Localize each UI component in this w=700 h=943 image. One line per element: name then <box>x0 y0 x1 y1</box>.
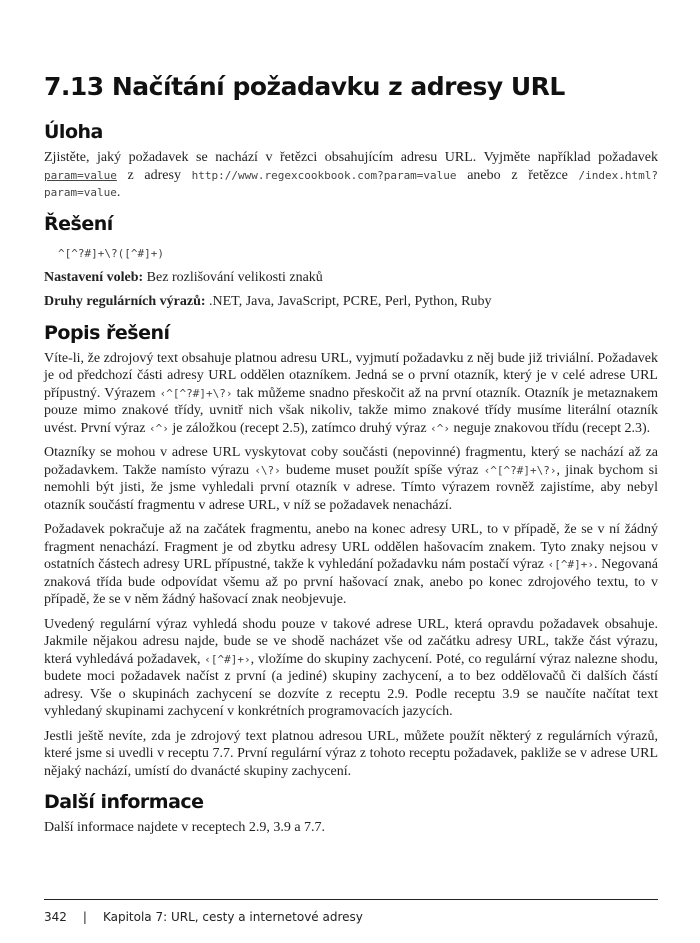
inline-code: ‹^› <box>148 421 169 435</box>
text-run: neguje znakovou třídu (recept 2.3). <box>449 420 651 436</box>
text-run: , vložíme do skupiny zachycení. Poté, co regulární výraz nalezne shodu, budete moci požadavek načíst z první (a jediné) skupiny zachycení, a to bez oddělovačů či dalších částí adresy. Vše o skupinách zachycení se dozvíte z receptu 2.9. Podle receptu 3.9 se naučíte načítat text vyhledaný skupinami zachycení v konkrétních programovacích jazycích. <box>44 651 658 719</box>
page-number: 342 <box>44 910 67 924</box>
options-value: Bez rozlišování velikosti znaků <box>143 269 323 285</box>
flavors-line <box>44 293 658 311</box>
inline-code: ‹^[^?#]+\?› <box>159 386 233 400</box>
page-footer <box>44 910 658 925</box>
discussion-heading: Popis řešení <box>44 321 170 344</box>
text-run: . Negovaná znaková třída bude odpovídat všemu až po první hašovací znak, anebo po konec zdrojového textu, to v případě, že se v něm žádný hašovací znak neobjevuje. <box>44 557 658 607</box>
inline-code: param=value <box>44 168 117 182</box>
footer-area <box>44 879 658 925</box>
see-also-text: Další informace najdete v receptech 2.9, 3.9 a 7.7. <box>44 820 326 835</box>
text-run: anebo z řetězce <box>456 167 579 183</box>
text-run: Víte-li, že zdrojový text obsahuje platnou adresu URL, vyjmutí požadavku z něj bude již triviální. Požadavek je od předchozí části adresy URL oddělen otazníkem. Jedná se o první otazník, který je v celé adrese URL přípustný. Výrazem <box>44 350 658 401</box>
text-run: budeme muset použít spíše výraz <box>280 462 484 478</box>
inline-code: ‹[^#]+› <box>204 652 251 666</box>
inline-code: ‹\?› <box>254 463 281 477</box>
discussion-paragraph <box>44 521 658 609</box>
text-run: je záložkou (recept 2.5), zatímco druhý výraz <box>168 420 431 436</box>
page-title: 7.13 Načítání požadavku z adresy URL <box>44 72 565 101</box>
options-line <box>44 269 658 287</box>
discussion-body <box>44 350 658 781</box>
footer-rule <box>44 899 658 900</box>
flavors-label: Druhy regulárních výrazů: <box>44 294 206 309</box>
discussion-paragraph <box>44 616 658 721</box>
inline-code: ‹^[^?#]+\?› <box>483 463 557 477</box>
discussion-paragraph <box>44 444 658 514</box>
solution-regex: ^[^?#]+\?([^#]+) <box>58 246 164 260</box>
see-also-heading: Další informace <box>44 791 204 813</box>
chapter-title: Kapitola 7: URL, cesty a internetové adresy <box>102 910 363 924</box>
inline-code: ‹[^#]+› <box>547 558 594 571</box>
task-heading: Úloha <box>44 121 103 143</box>
solution-heading: Řešení <box>44 212 113 235</box>
text-run: , jinak bychom si nemohli být jisti, že jsme vyhledali první otazník v adrese. Tímto výrazem rovněž zajistíme, aby nebyl otazník součástí fragmentu v adrese URL, v níž se požadavek nenachází. <box>44 462 658 513</box>
text-run: Požadavek pokračuje až na začátek fragmentu, anebo na konec adresy URL, to v případě, že se v ní žádný fragment nenachází. Fragment je od zbytku adresy URL oddělen hašovacím znakem. Tyto znaky nejsou v ostatních částech adresy URL přípustné, takže k vyhledání požadavku nám postačí výraz <box>44 522 658 572</box>
inline-code: ‹^› <box>430 421 450 435</box>
text-run: z adresy <box>116 167 192 183</box>
options-label: Nastavení voleb: <box>44 269 144 285</box>
discussion-paragraph <box>44 350 658 438</box>
task-paragraph <box>44 149 658 202</box>
flavors-value: .NET, Java, JavaScript, PCRE, Perl, Python, Ruby <box>205 294 492 309</box>
inline-code: /index.html?param=value <box>44 168 658 199</box>
text-run: tak můžeme snadno přeskočit až na první otazník. Otazník je metaznakem pouze mimo znakové třídy, uvnitř nich však nikoliv, takže mimo znakové třídy musíme literální otazník uvést. První výraz <box>44 385 658 436</box>
discussion-paragraph <box>44 728 658 781</box>
text-run: . <box>116 185 121 200</box>
footer-separator: | <box>82 910 87 924</box>
inline-code: http://www.regexcookbook.com?param=value <box>191 168 457 182</box>
text-run: Zjistěte, jaký požadavek se nachází v řetězci obsahujícím adresu URL. Vyjměte například požadavek <box>44 150 658 165</box>
text-run: Jestli ještě nevíte, zda je zdrojový text platnou adresou URL, můžete použít některý z regulárních výrazů, které jsme si uvedli v receptu 7.7. První regulární výraz z tohoto receptu požadavek, pakliže se v adrese URL nějaký nachází, umístí do dvanácté skupiny zachycení. <box>44 728 658 779</box>
text-run: Otazníky se mohou v adrese URL vyskytovat coby součásti (nepovinné) fragmentu, který se nachází až za požadavkem. Takže namísto výrazu <box>44 445 658 478</box>
text-run: Uvedený regulární výraz vyhledá shodu pouze v takové adrese URL, která opravdu požadavek obsahuje. Jakmile nějakou adresu najde, bude se ve shodě nacházet vše od začátku adresy URL, takže část výrazu, která vyhledává požadavek, <box>44 616 658 667</box>
